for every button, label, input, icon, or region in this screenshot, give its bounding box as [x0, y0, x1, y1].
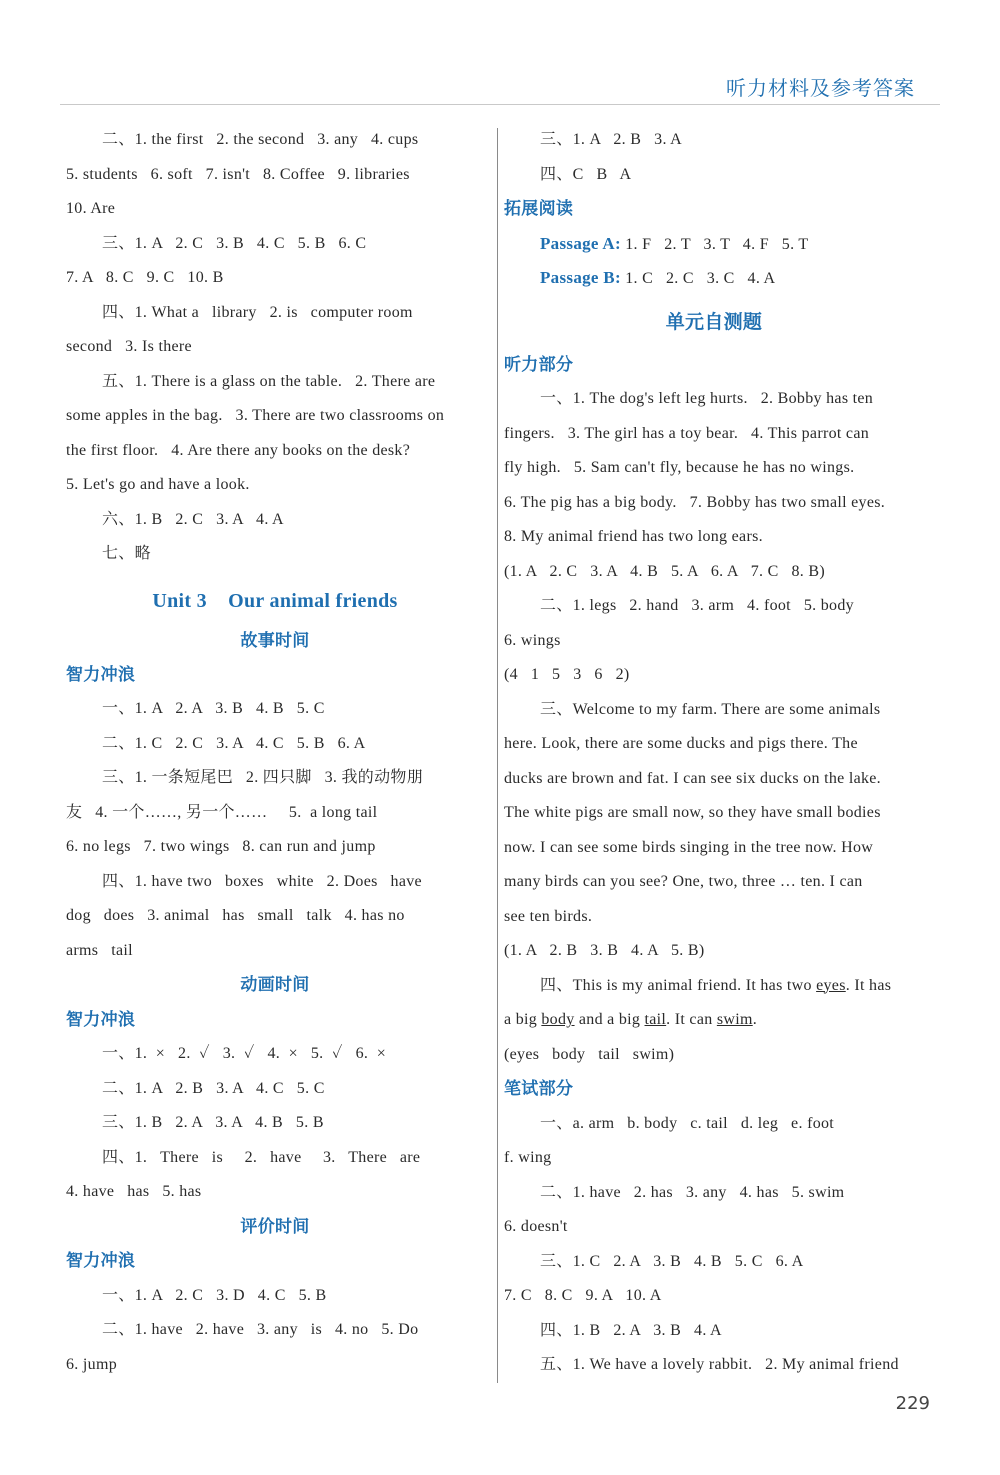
answer-line: (1. A 2. C 3. A 4. B 5. A 6. A 7. C 8. B): [504, 562, 825, 580]
answer-line: arms tail: [66, 941, 133, 959]
answer-line: 二、1. C 2. C 3. A 4. C 5. B 6. A: [102, 734, 366, 752]
answer-line: 七、略: [102, 545, 151, 562]
page-number: 229: [895, 1393, 930, 1414]
answer-line: see ten birds.: [504, 907, 593, 925]
answer-line: 三、Welcome to my farm. There are some animals: [540, 700, 881, 718]
answer-line: 6. wings: [504, 631, 561, 649]
subsection-heading: 智力冲浪: [66, 664, 136, 685]
text-segment: and a big: [574, 1011, 645, 1028]
answer-line: here. Look, there are some ducks and pigs there. The: [504, 735, 858, 752]
answer-line: (eyes body tail swim): [504, 1045, 675, 1063]
page-header-title: 听力材料及参考答案: [726, 76, 915, 100]
text-segment: . It can: [666, 1011, 717, 1028]
underlined-word: body: [541, 1011, 575, 1028]
answer-line: now. I can see some birds singing in the tree now. How: [504, 838, 874, 856]
passage-a-label: Passage A:: [540, 233, 621, 253]
subsection-heading: 拓展阅读: [504, 199, 574, 219]
answer-line: 4. have has 5. has: [66, 1183, 202, 1200]
answer-line: 6. doesn't: [504, 1218, 568, 1235]
answer-line: ducks are brown and fat. I can see six ducks on the lake.: [504, 769, 881, 787]
subsection-heading: 笔试部分: [504, 1079, 574, 1099]
answer-line: 一、1. × 2. ✓ 3. ✓ 4. × 5. ✓ 6. ×: [102, 1045, 387, 1062]
left-column: [66, 123, 484, 1382]
passage-a-answers: 1. F 2. T 3. T 4. F 5. T: [620, 235, 809, 253]
passage-a-line: [504, 227, 924, 262]
underlined-word: eyes: [816, 976, 846, 994]
answer-line: 二、1. the first 2. the second 3. any 4. cups: [102, 131, 419, 148]
answer-line: 5. students 6. soft 7. isn't 8. Coffee 9. libraries: [66, 165, 410, 183]
answer-line: dog does 3. animal has small talk 4. has no: [66, 907, 405, 924]
subsection-heading: 听力部分: [504, 354, 574, 375]
section-heading-cartoon-time: 动画时间: [240, 975, 310, 995]
text-segment: .: [752, 1011, 758, 1028]
answer-line: (4 1 5 3 6 2): [504, 666, 630, 683]
answer-line: (1. A 2. B 3. B 4. A 5. B): [504, 942, 705, 959]
answer-line: [504, 1003, 924, 1038]
subsection-heading: 智力冲浪: [66, 1009, 136, 1030]
answer-line: 四、C B A: [540, 165, 632, 183]
underlined-word: swim: [716, 1011, 753, 1028]
answer-line: 6. The pig has a big body. 7. Bobby has two small eyes.: [504, 493, 886, 511]
answer-line: 四、1. What a library 2. is computer room: [102, 303, 413, 321]
answer-line: 四、1. There is 2. have 3. There are: [102, 1148, 421, 1166]
answer-line: f. wing: [504, 1149, 552, 1166]
answer-line: 7. C 8. C 9. A 10. A: [504, 1287, 662, 1304]
answer-line: fly high. 5. Sam can't fly, because he has no wings.: [504, 459, 855, 476]
answer-line: 一、1. The dog's left leg hurts. 2. Bobby has ten: [540, 390, 874, 407]
answer-line: 5. Let's go and have a look.: [66, 476, 250, 493]
answer-line: 四、1. B 2. A 3. B 4. A: [540, 1321, 722, 1339]
answer-line: 六、1. B 2. C 3. A 4. A: [102, 510, 284, 528]
passage-b-answers: 1. C 2. C 3. C 4. A: [620, 270, 776, 287]
column-divider: [497, 128, 498, 1383]
answer-line: second 3. Is there: [66, 338, 192, 355]
text-segment: . It has: [845, 976, 892, 994]
answer-line: 二、1. legs 2. hand 3. arm 4. foot 5. body: [540, 597, 854, 614]
answer-line: 6. jump: [66, 1355, 117, 1373]
answer-line: 一、1. A 2. C 3. D 4. C 5. B: [102, 1286, 327, 1304]
answer-line: 6. no legs 7. two wings 8. can run and jump: [66, 838, 376, 855]
section-heading-story-time: 故事时间: [240, 630, 310, 651]
section-heading-eval-time: 评价时间: [240, 1216, 310, 1237]
text-segment: a big: [504, 1011, 542, 1028]
answer-line: 一、1. A 2. A 3. B 4. B 5. C: [102, 700, 325, 717]
answer-line: 三、1. A 2. B 3. A: [540, 131, 683, 148]
answer-line: 友 4. 一个……, 另一个…… 5. a long tail: [66, 803, 378, 821]
answer-line: many birds can you see? One, two, three … ten. I can: [504, 873, 863, 890]
answer-line: the first floor. 4. Are there any books on the desk?: [66, 441, 411, 459]
answer-line: [504, 969, 924, 1004]
answer-line: The white pigs are small now, so they have small bodies: [504, 804, 881, 821]
underlined-word: tail: [644, 1011, 667, 1028]
subsection-heading: 智力冲浪: [66, 1251, 136, 1271]
unit-title: Unit 3 Our animal friends: [152, 589, 398, 612]
header-rule: [60, 104, 940, 105]
answer-line: 8. My animal friend has two long ears.: [504, 528, 763, 545]
answer-line: 三、1. B 2. A 3. A 4. B 5. B: [102, 1114, 324, 1131]
answer-line: 四、1. have two boxes white 2. Does have: [102, 872, 422, 890]
answer-line: 7. A 8. C 9. C 10. B: [66, 269, 224, 286]
passage-b-label: Passage B:: [540, 268, 621, 287]
answer-line: 五、1. There is a glass on the table. 2. There are: [102, 372, 436, 390]
answer-line: 三、1. C 2. A 3. B 4. B 5. C 6. A: [540, 1252, 804, 1270]
passage-b-line: [504, 261, 924, 296]
answer-line: 二、1. have 2. have 3. any is 4. no 5. Do: [102, 1321, 419, 1338]
answer-line: 10. Are: [66, 200, 116, 217]
text-segment: 四、This is my animal friend. It has two: [540, 976, 817, 994]
right-column: [504, 123, 924, 1383]
answer-line: fingers. 3. The girl has a toy bear. 4. This parrot can: [504, 424, 870, 442]
answer-line: 二、1. have 2. has 3. any 4. has 5. swim: [540, 1183, 845, 1201]
answer-line: 五、1. We have a lovely rabbit. 2. My animal friend: [540, 1356, 899, 1373]
answer-line: 三、1. 一条短尾巴 2. 四只脚 3. 我的动物朋: [102, 769, 424, 786]
answer-line: 二、1. A 2. B 3. A 4. C 5. C: [102, 1079, 325, 1097]
answer-line: 三、1. A 2. C 3. B 4. C 5. B 6. C: [102, 234, 367, 252]
answer-line: some apples in the bag. 3. There are two classrooms on: [66, 407, 445, 424]
unit-test-title: 单元自测题: [665, 310, 763, 333]
answer-line: 一、a. arm b. body c. tail d. leg e. foot: [540, 1114, 835, 1132]
